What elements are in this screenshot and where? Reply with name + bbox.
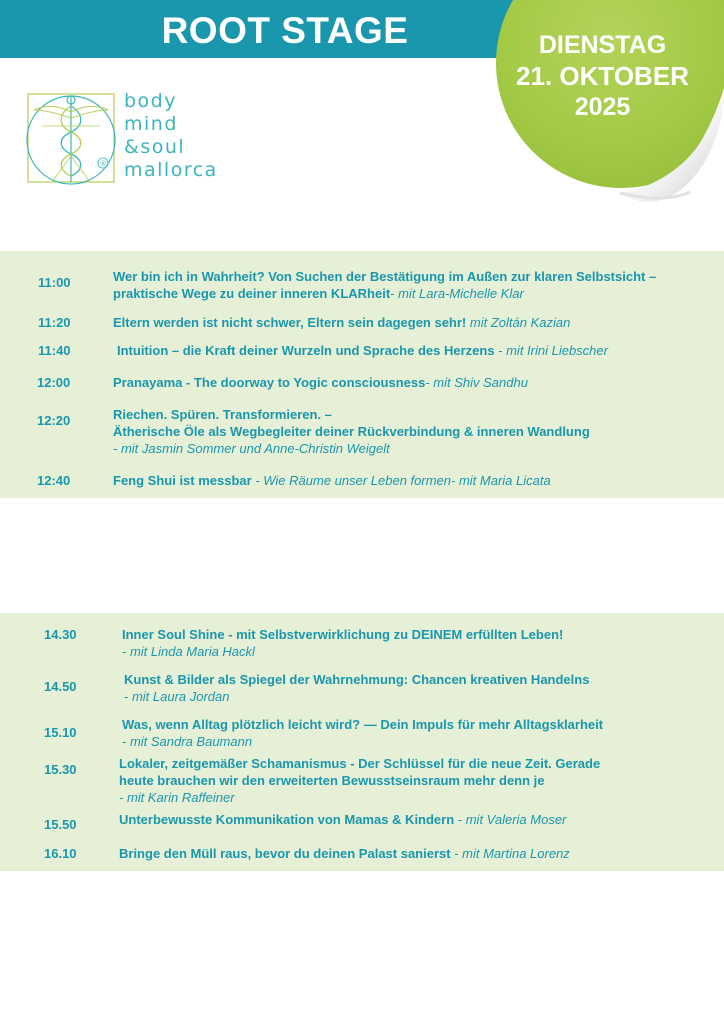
session-description xyxy=(122,626,720,660)
morning-schedule xyxy=(0,251,724,498)
session-description xyxy=(113,472,719,489)
session-time: 12:20 xyxy=(37,413,71,428)
session-time: 15.10 xyxy=(44,725,77,740)
session-time: 12:40 xyxy=(37,473,71,488)
session-speaker: - mit Irini Liebscher xyxy=(494,343,608,358)
session-title-line2: heute brauchen wir den erweiterten Bewusstseinsraum mehr denn je xyxy=(119,773,545,788)
session-time: 11:00 xyxy=(38,275,71,290)
session-title: Eltern werden ist nicht schwer, Eltern sein dagegen sehr! xyxy=(113,315,467,330)
session-description xyxy=(119,845,720,862)
session-description xyxy=(113,268,719,302)
session-speaker: - mit Linda Maria Hackl xyxy=(122,644,255,659)
session-description xyxy=(124,671,720,705)
vitruvian-caduceus-icon xyxy=(22,86,122,186)
logo-word-soul: &soul xyxy=(124,136,186,158)
date-year: 2025 xyxy=(574,93,631,122)
logo-word-body: body xyxy=(124,90,177,112)
session-time: 16.10 xyxy=(44,846,77,861)
date-day: DIENSTAG xyxy=(538,31,667,59)
session-description xyxy=(122,716,720,750)
session-title-line1: Wer bin ich in Wahrheit? Von Suchen der Bestätigung im Außen zur klaren Selbstsicht – xyxy=(113,269,657,284)
session-speaker: - mit Martina Lorenz xyxy=(450,846,570,861)
session-speaker: - mit Valeria Moser xyxy=(454,812,567,827)
session-description xyxy=(119,811,720,828)
session-speaker: mit Zoltán Kazian xyxy=(466,315,571,330)
session-title: Was, wenn Alltag plötzlich leicht wird? — Dein Impuls für mehr Alltagsklarheit xyxy=(122,717,604,732)
session-title-line1: Riechen. Spüren. Transformieren. – xyxy=(113,407,332,422)
session-description xyxy=(113,374,719,391)
session-speaker: - mit Jasmin Sommer und Anne-Christin Weigelt xyxy=(113,441,390,456)
session-description xyxy=(117,342,719,359)
registered-mark: ® xyxy=(99,160,107,168)
session-title: Bringe den Müll raus, bevor du deinen Palast sanierst xyxy=(119,846,451,861)
session-title: Intuition – die Kraft deiner Wurzeln und Sprache des Herzens xyxy=(117,343,495,358)
session-time: 12:00 xyxy=(37,375,71,390)
session-description xyxy=(119,755,720,806)
session-time: 14.30 xyxy=(44,627,77,642)
session-title: Inner Soul Shine - mit Selbstverwirklichung zu DEINEM erfüllten Leben! xyxy=(122,627,564,642)
session-description xyxy=(113,314,719,331)
session-time: 11:20 xyxy=(38,315,71,330)
session-time: 15.50 xyxy=(44,817,77,832)
session-title: Kunst & Bilder als Spiegel der Wahrnehmung: Chancen kreativen Handelns xyxy=(124,672,590,687)
session-speaker: - mit Laura Jordan xyxy=(124,689,230,704)
session-title-line2: Ätherische Öle als Wegbegleiter deiner Rückverbindung & inneren Wandlung xyxy=(113,424,590,439)
page-title: ROOT STAGE xyxy=(161,10,409,51)
date-day-month: 21. OKTOBER xyxy=(516,60,689,91)
session-title-line1: Lokaler, zeitgemäßer Schamanismus - Der Schlüssel für die neue Zeit. Gerade xyxy=(119,756,601,771)
session-title: Unterbewusste Kommunikation von Mamas & Kindern xyxy=(119,812,455,827)
session-description xyxy=(113,406,719,457)
logo-wordmark xyxy=(124,90,218,182)
session-speaker: - mit Sandra Baumann xyxy=(122,734,253,749)
logo-word-mallorca: mallorca xyxy=(124,159,218,181)
afternoon-schedule xyxy=(0,613,724,871)
session-speaker: - mit Karin Raffeiner xyxy=(119,790,235,805)
session-title: Pranayama - The doorway to Yogic consciousness xyxy=(113,375,426,390)
session-time: 15.30 xyxy=(44,762,77,777)
session-speaker: - mit Lara-Michelle Klar xyxy=(390,286,524,301)
session-speaker: - Wie Räume unser Leben formen- mit Maria Licata xyxy=(251,473,551,488)
event-date xyxy=(500,30,705,123)
body-mind-soul-logo xyxy=(22,86,232,188)
session-time: 11:40 xyxy=(38,343,71,358)
logo-word-mind: mind xyxy=(124,113,178,135)
session-title: Feng Shui ist messbar xyxy=(113,473,252,488)
session-speaker: - mit Shiv Sandhu xyxy=(425,375,528,390)
session-title-line2: praktische Wege zu deiner inneren KLARheit xyxy=(113,286,391,301)
session-time: 14.50 xyxy=(44,679,77,694)
